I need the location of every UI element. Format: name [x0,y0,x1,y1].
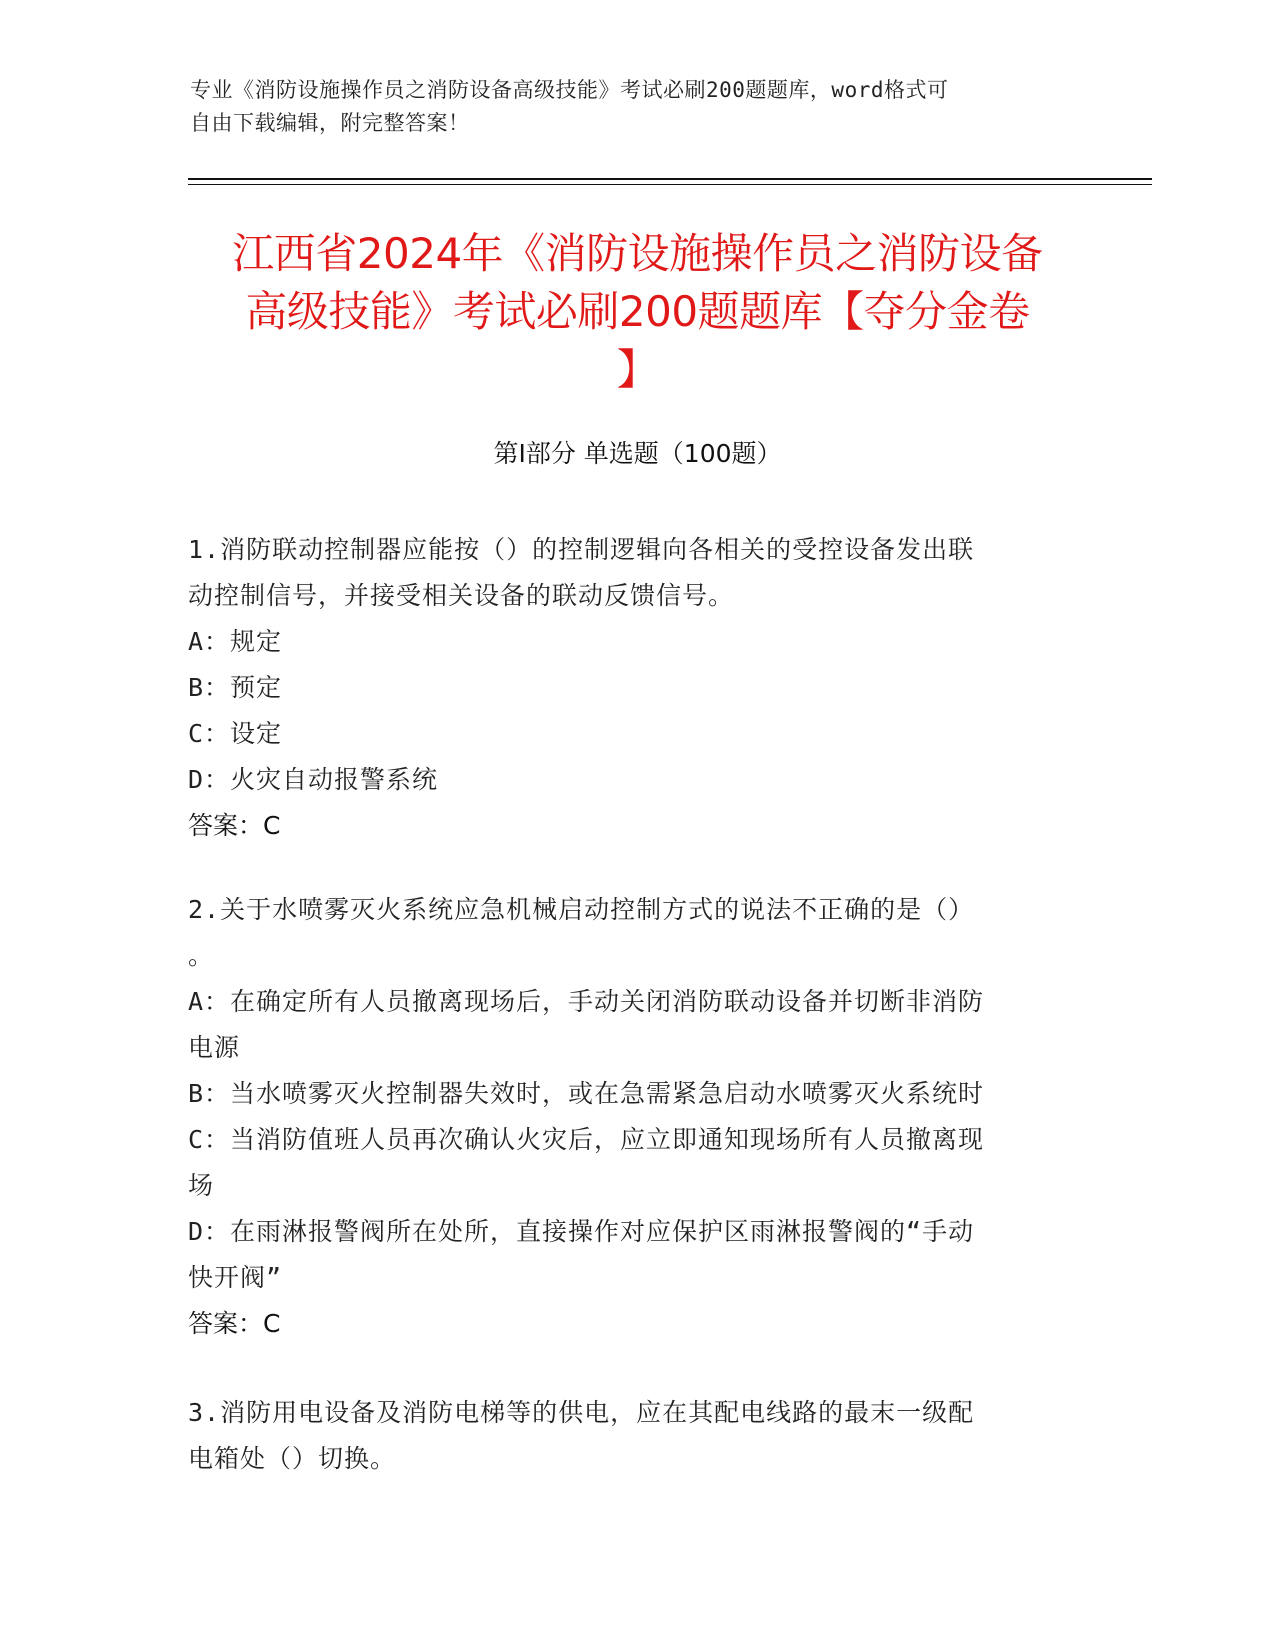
question-text-line: 。 [188,941,215,970]
question-1 [188,527,1088,849]
question-2 [188,887,1088,1347]
question-text-line: 3.消防用电设备及消防电梯等的供电，应在其配电线路的最末一级配 [188,1398,975,1427]
header-note [190,74,1070,140]
option-d: D：在雨淋报警阀所在处所，直接操作对应保护区雨淋报警阀的“手动 [188,1217,975,1246]
document-title-line-3: 】 [616,345,659,394]
question-text-line: 电箱处（）切换。 [188,1444,397,1473]
option-d: D：火灾自动报警系统 [188,765,439,794]
option-c: C：设定 [188,719,283,748]
question-3 [188,1390,1088,1482]
option-c-continued: 场 [188,1171,215,1200]
header-note-line-1: 专业《消防设施操作员之消防设备高级技能》考试必刷200题题库，word格式可 [190,78,949,102]
answer-label: 答案：C [188,811,281,840]
question-text-line: 2.关于水喷雾灭火系统应急机械启动控制方式的说法不正确的是（） [188,895,975,924]
header-divider-thick [188,178,1152,180]
answer-label: 答案：C [188,1309,281,1338]
document-title-line-2: 高级技能》考试必刷200题题库【夺分金卷 [245,287,1030,336]
question-text-line: 动控制信号，并接受相关设备的联动反馈信号。 [188,581,735,610]
document-title-line-1: 江西省2024年《消防设施操作员之消防设备 [232,229,1043,278]
header-note-line-2: 自由下载编辑，附完整答案！ [190,111,470,135]
option-a-continued: 电源 [188,1033,241,1062]
document-title [150,225,1125,399]
question-text-line: 1.消防联动控制器应能按（）的控制逻辑向各相关的受控设备发出联 [188,535,975,564]
option-a: A：规定 [188,627,283,656]
option-c: C：当消防值班人员再次确认火灾后，应立即通知现场所有人员撤离现 [188,1125,985,1154]
header-divider-thin [188,184,1152,185]
option-a: A：在确定所有人员撤离现场后，手动关闭消防联动设备并切断非消防 [188,987,985,1016]
section-heading: 第Ⅰ部分 单选题（100题） [493,439,782,468]
option-d-continued: 快开阀” [188,1263,283,1292]
option-b: B：预定 [188,673,283,702]
option-b: B：当水喷雾灭火控制器失效时，或在急需紧急启动水喷雾灭火系统时 [188,1079,985,1108]
